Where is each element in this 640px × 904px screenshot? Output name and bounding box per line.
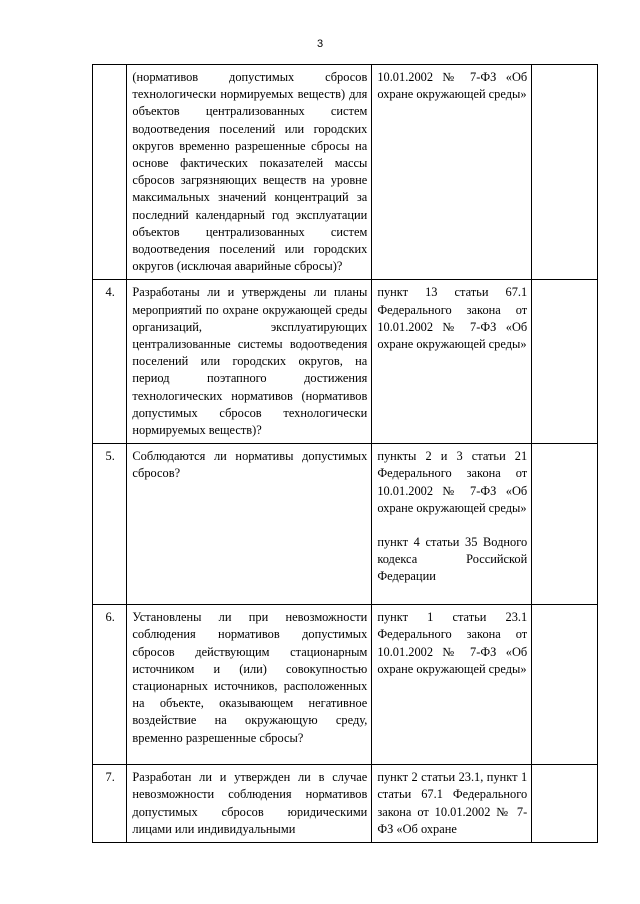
answer-cell bbox=[532, 280, 598, 444]
page-number: 3 bbox=[316, 38, 324, 50]
legal-reference: пункты 2 и 3 статьи 21 Федерального закона от 10.01.2002 № 7-ФЗ «Об охране окружающей среды» bbox=[377, 449, 528, 515]
row-number: 4. bbox=[93, 280, 127, 444]
answer-cell bbox=[532, 65, 598, 280]
answer-cell bbox=[532, 605, 598, 765]
question-cell: Установлены ли при невозможности соблюдения нормативов допустимых сбросов действующим стационарным источником и (или) совокупностью стационарных источников, расположенных на объекте, оказывающем негативное воздействие на окружающую среду, временно разрешенные сбросы? bbox=[127, 605, 372, 765]
row-number: 5. bbox=[93, 444, 127, 605]
row-number bbox=[93, 65, 127, 280]
question-cell: Разработан ли и утвержден ли в случае невозможности соблюдения нормативов допустимых сбросов юридическими лицами или индивидуальными bbox=[127, 765, 372, 843]
row-number: 7. bbox=[93, 765, 127, 843]
legal-reference: пункт 2 статьи 23.1, пункт 1 статьи 67.1 Федерального закона от 10.01.2002 № 7-ФЗ «Об охране bbox=[377, 770, 528, 836]
legal-reference: 10.01.2002 № 7-ФЗ «Об охране окружающей среды» bbox=[377, 70, 528, 102]
table-row bbox=[93, 65, 598, 280]
question-cell: (нормативов допустимых сбросов технологически нормируемых веществ) для объектов централизованных систем водоотведения поселений или городских округов временно разрешенные сбросы на основе фактических показателей массы сбросов загрязняющих веществ на уровне максимальных значений концентраций за последний календарный год эксплуатации объектов централизованных систем водоотведения поселений или городских округов (исключая аварийные сбросы)? bbox=[127, 65, 372, 280]
table-row bbox=[93, 444, 598, 605]
answer-cell bbox=[532, 444, 598, 605]
checklist-table bbox=[92, 64, 598, 843]
legal-reference: пункт 1 статьи 23.1 Федерального закона от 10.01.2002 № 7-ФЗ «Об охране окружающей среды» bbox=[377, 610, 528, 676]
legal-reference-cell bbox=[372, 444, 532, 605]
row-number: 6. bbox=[93, 605, 127, 765]
answer-cell bbox=[532, 765, 598, 843]
table-row bbox=[93, 765, 598, 843]
legal-reference-cell bbox=[372, 65, 532, 280]
question-cell: Разработаны ли и утверждены ли планы мероприятий по охране окружающей среды организаций, эксплуатирующих централизованные системы водоотведения поселений или городских округов, на период поэтапного достижения технологических нормативов (нормативов допустимых сбросов технологически нормируемых веществ)? bbox=[127, 280, 372, 444]
table-row bbox=[93, 280, 598, 444]
legal-reference: пункт 4 статьи 35 Водного кодекса Российской Федерации bbox=[377, 535, 528, 584]
table-row bbox=[93, 605, 598, 765]
legal-reference-cell bbox=[372, 280, 532, 444]
question-cell: Соблюдаются ли нормативы допустимых сбросов? bbox=[127, 444, 372, 605]
legal-reference-cell bbox=[372, 605, 532, 765]
legal-reference-cell bbox=[372, 765, 532, 843]
legal-reference: пункт 13 статьи 67.1 Федерального закона от 10.01.2002 № 7-ФЗ «Об охране окружающей среды» bbox=[377, 285, 528, 352]
